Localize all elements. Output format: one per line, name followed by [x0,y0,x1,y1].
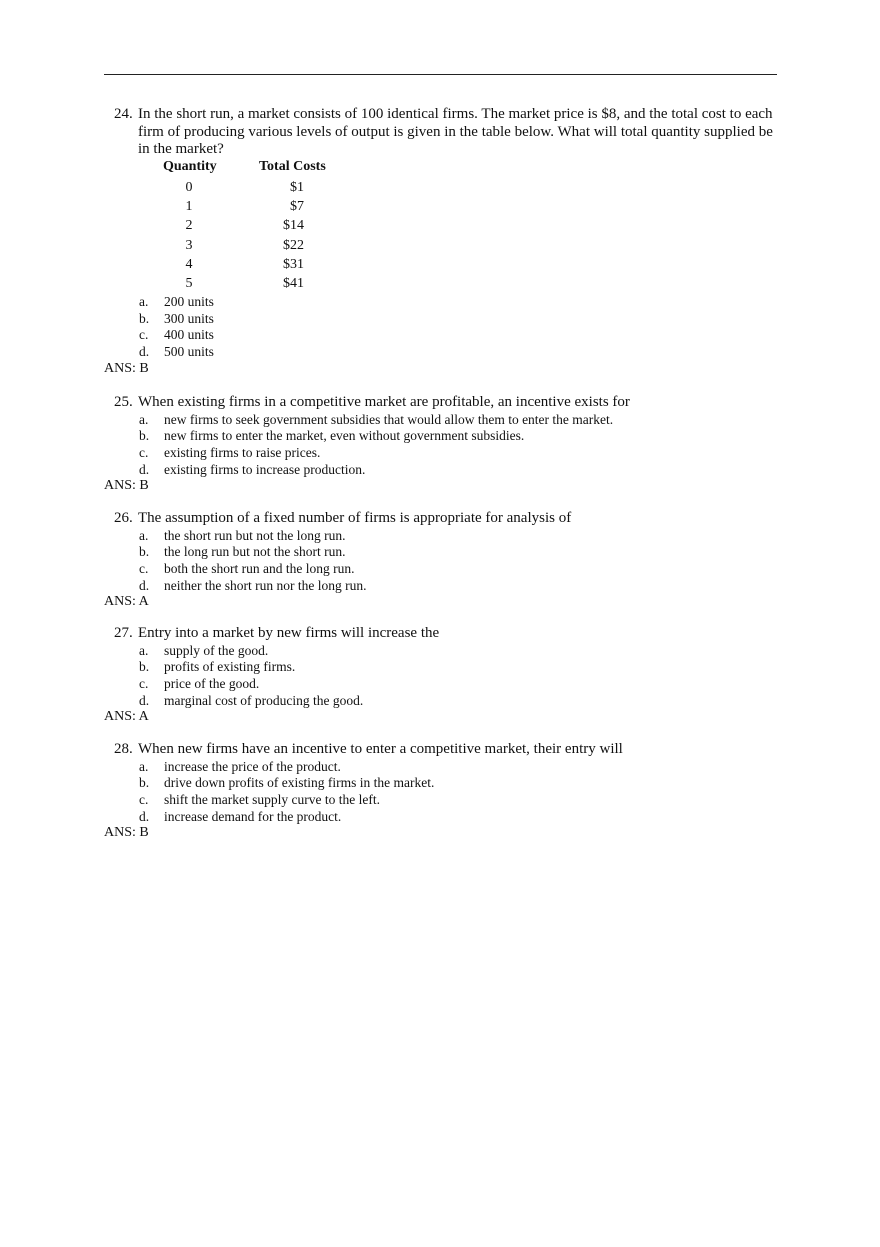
option-b [104,775,776,792]
option-letter: d. [139,808,150,824]
option-d [104,578,776,595]
answer: ANS: A [104,594,149,610]
cell-total-cost: $41 [283,276,304,292]
options-list [104,759,776,826]
option-text: increase demand for the product. [164,808,342,824]
question-number: 24. [114,106,133,122]
option-text: new firms to seek government subsidies that would allow them to enter the market. [164,411,614,427]
option-text: price of the good. [164,675,260,691]
question-text: The assumption of a fixed number of firms is appropriate for analysis of [138,510,572,526]
option-letter: c. [139,675,149,691]
question-text: When existing firms in a competitive market are profitable, an incentive exists for [138,394,630,410]
question-number: 27. [114,625,133,641]
question-stem [104,510,776,528]
option-c [104,792,776,809]
option-letter: b. [139,659,150,675]
option-letter: a. [139,293,149,309]
answer: ANS: B [104,360,149,376]
option-text: the short run but not the long run. [164,527,346,543]
cell-total-cost: $7 [290,198,304,214]
option-text: 400 units [164,327,214,343]
option-letter: a. [139,642,149,658]
option-c [104,445,776,462]
option-d [104,809,776,826]
cell-total-cost: $22 [283,237,304,253]
question-number: 26. [114,510,133,526]
option-letter: b. [139,310,150,326]
answer: ANS: B [104,478,149,494]
option-text: existing firms to raise prices. [164,444,321,460]
options-list [104,528,776,595]
question-number: 25. [114,394,133,410]
option-text: 200 units [164,293,214,309]
option-d [104,462,776,479]
option-letter: b. [139,544,150,560]
option-letter: d. [139,692,150,708]
question-28 [104,741,776,841]
question-number: 28. [114,741,133,757]
cell-total-cost: $31 [283,257,304,273]
option-letter: b. [139,775,150,791]
header-total-costs: Total Costs [259,158,326,174]
options-list [104,412,776,479]
question-stem [104,394,776,412]
answer: ANS: A [104,709,149,725]
option-b [104,659,776,676]
option-a [104,528,776,545]
options-list [104,294,776,361]
table-row [154,197,354,216]
option-letter: a. [139,411,149,427]
option-text: shift the market supply curve to the left. [164,791,380,807]
cell-total-cost: $1 [290,179,304,195]
question-stem [104,741,776,759]
cell-quantity: 1 [185,198,193,214]
cell-quantity: 4 [185,257,193,273]
table-row [154,236,354,255]
question-text: In the short run, a market consists of 100 identical firms. The market price is $8, and the total cost to each firm of producing various levels of output is given in the table below. What will total quantity supplied be in the market? [138,106,773,157]
option-text: marginal cost of producing the good. [164,692,364,708]
options-list [104,643,776,710]
cell-quantity: 2 [185,218,193,234]
option-letter: d. [139,343,150,359]
option-b [104,311,776,328]
table-row [154,178,354,197]
option-text: drive down profits of existing firms in the market. [164,775,435,791]
cell-total-cost: $14 [283,218,304,234]
option-a [104,643,776,660]
question-26 [104,510,776,610]
option-letter: d. [139,461,150,477]
option-text: the long run but not the short run. [164,544,346,560]
option-text: increase the price of the product. [164,758,341,774]
cell-quantity: 0 [185,179,193,195]
option-letter: c. [139,327,149,343]
question-27 [104,625,776,725]
header-quantity: Quantity [163,158,217,174]
option-a [104,294,776,311]
option-text: profits of existing firms. [164,659,296,675]
option-letter: c. [139,791,149,807]
question-stem [104,106,776,159]
question-25 [104,394,776,494]
question-stem [104,625,776,643]
option-a [104,759,776,776]
option-text: new firms to enter the market, even without government subsidies. [164,428,525,444]
table-row [154,216,354,235]
option-letter: b. [139,428,150,444]
option-letter: d. [139,577,150,593]
option-text: 500 units [164,343,214,359]
question-text: When new firms have an incentive to enter a competitive market, their entry will [138,741,623,757]
cell-quantity: 5 [185,276,193,292]
option-letter: a. [139,758,149,774]
option-letter: c. [139,444,149,460]
cell-quantity: 3 [185,237,193,253]
option-b [104,544,776,561]
table-row [154,274,354,293]
option-c [104,676,776,693]
table-row [154,255,354,274]
option-a [104,412,776,429]
option-text: supply of the good. [164,642,269,658]
question-text: Entry into a market by new firms will increase the [138,625,440,641]
option-text: neither the short run nor the long run. [164,577,367,593]
option-letter: a. [139,527,149,543]
option-c [104,561,776,578]
option-c [104,327,776,344]
option-text: both the short run and the long run. [164,560,355,576]
option-d [104,693,776,710]
option-text: existing firms to increase production. [164,461,366,477]
option-b [104,428,776,445]
option-text: 300 units [164,310,214,326]
option-letter: c. [139,560,149,576]
cost-table [154,159,354,294]
answer: ANS: B [104,825,149,841]
question-24 [104,106,776,377]
table-header [154,159,354,178]
option-d [104,344,776,361]
header-rule [104,74,777,75]
